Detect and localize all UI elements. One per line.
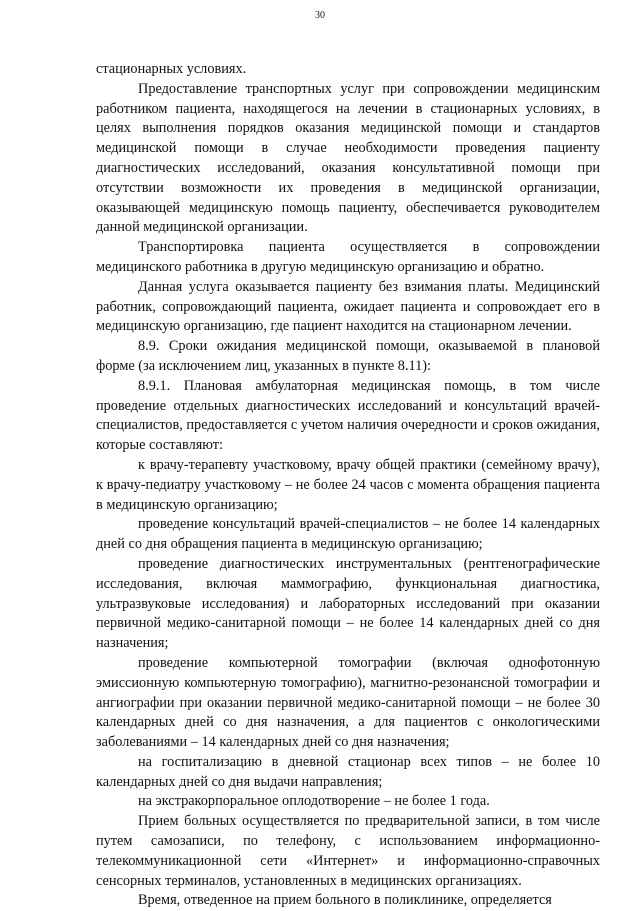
paragraph-specialist-wait: проведение консультаций врачей-специалистов – не более 14 календарных дней со дня обращения пациента в медицинскую организацию; (96, 516, 600, 553)
paragraph-section-8-9: 8.9. Сроки ожидания медицинской помощи, оказываемой в плановой форме (за исключением лиц, указанных в пункте 8.11): (96, 338, 600, 374)
paragraph-therapist-wait: к врачу-терапевту участковому, врачу общей практики (семейному врачу), к врачу-педиатру участковому – не более 24 часов с момента обращения пациента в медицинскую организацию; (96, 456, 600, 513)
paragraph-free-service: Данная услуга оказывается пациенту без взимания платы. Медицинский работник, сопровождающий пациента, ожидает пациента и сопровождает его в медицинскую организацию, где пациент находится на стационарном лечении. (96, 278, 600, 335)
page-number: 30 (315, 10, 325, 21)
document-body (96, 60, 600, 911)
paragraph-continuation: стационарных условиях. (96, 61, 247, 77)
paragraph-appointment-time: Время, отведенное на прием больного в поликлинике, определяется (138, 892, 552, 909)
paragraph-transportation: Транспортировка пациента осуществляется в сопровождении медицинского работника в другую медицинскую организацию и обратно. (96, 239, 600, 275)
paragraph-appointment-booking: Прием больных осуществляется по предварительной записи, в том числе путем самозаписи, по телефону, с использованием информационно-телекоммуникационной сети «Интернет» и информационно-справочных сенсорных терминалов, установленных в медицинских организациях. (96, 813, 600, 889)
paragraph-section-8-9-1: 8.9.1. Плановая амбулаторная медицинская помощь, в том числе проведение отдельных диагностических исследований и консультаций врачей-специалистов, предоставляется с учетом наличия очередности и сроков ожидания, которые составляют: (96, 377, 600, 454)
paragraph-tomography-wait: проведение компьютерной томографии (включая однофотонную эмиссионную компьютерную томографию), магнитно-резонансной томографии и ангиографии при оказании первичной медико-санитарной помощи – не более 30 календарных дней со дня назначения, а для пациентов с онкологическими заболеваниями – 14 календарных дней со дня назначения; (96, 654, 600, 751)
paragraph-transport-services: Предоставление транспортных услуг при сопровождении медицинским работником пациента, находящегося на лечении в стационарных условиях, в целях выполнения порядков оказания медицинской помощи и стандартов медицинской помощи в случае необходимости проведения пациенту диагностических исследований, оказания консультативной помощи при отсутствии возможности их проведения в медицинской организации, оказывающей медицинскую помощь пациенту, обеспечивается руководителем данной медицинской организации. (96, 80, 600, 236)
paragraph-diagnostics-wait: проведение диагностических инструментальных (рентгенографические исследования, включая маммографию, функциональная диагностика, ультразвуковые исследования) и лабораторных исследований при оказании первичной медико-санитарной помощи – не более 14 календарных дней со дня назначения; (96, 555, 600, 652)
paragraph-ivf-wait: на экстракорпоральное оплодотворение – не более 1 года. (138, 793, 490, 810)
paragraph-day-hospital-wait: на госпитализацию в дневной стационар всех типов – не более 10 календарных дней со дня выдачи направления; (96, 753, 600, 790)
